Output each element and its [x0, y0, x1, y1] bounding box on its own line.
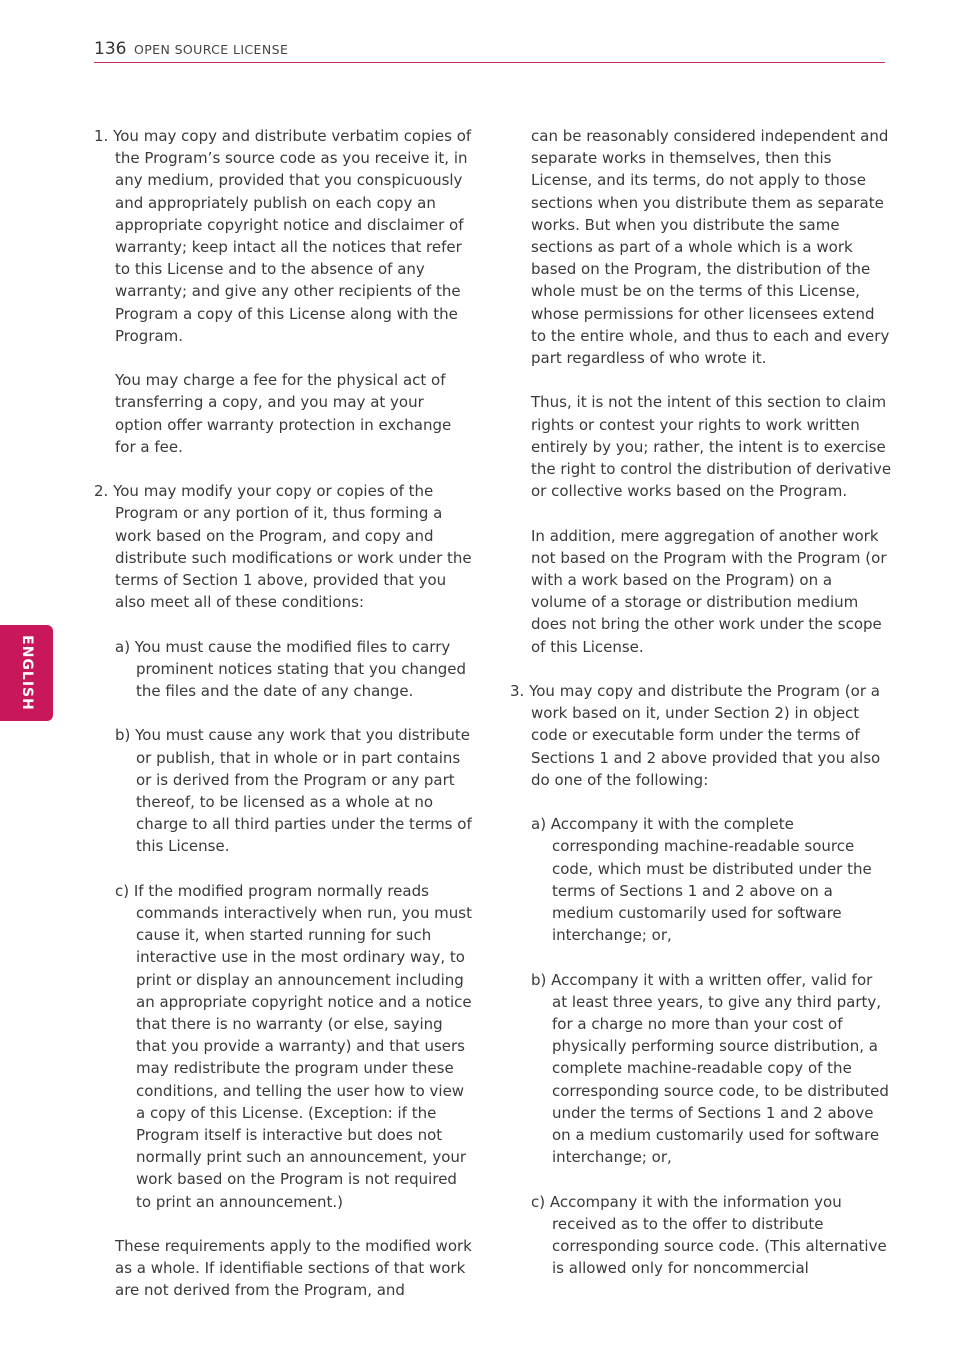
- left-text-column: [94, 125, 472, 1324]
- section-title: OPEN SOURCE LICENSE: [134, 42, 289, 57]
- clause-1: 1. You may copy and distribute verbatim copies of the Program’s source code as you receive it, in any medium, provided that you conspicuously and appropriately publish on each copy an appropriate copyright notice and disclaimer of warranty; keep intact all the notices that refer to this License and to the absence of any warranty; and give any other recipients of the Program a copy of this License along with the Program.: [94, 127, 472, 345]
- clause-1-fee-paragraph: You may charge a fee for the physical act of transferring a copy, and you may at your option offer warranty protection in exchange for a fee.: [115, 371, 452, 456]
- right-text-column: [510, 125, 892, 1302]
- page-header: [94, 38, 885, 63]
- clause-2-requirements-paragraph: These requirements apply to the modified work as a whole. If identifiable sections of that work are not derived from the Program, and: [115, 1237, 472, 1300]
- clause-2-intent-paragraph: Thus, it is not the intent of this section to claim rights or contest your rights to work written entirely by you; rather, the intent is to exercise the right to control the distribution of derivative or collective works based on the Program.: [531, 393, 892, 501]
- language-side-tab: [0, 625, 53, 721]
- clause-2: 2. You may modify your copy or copies of the Program or any portion of it, thus forming a work based on the Program, and copy and distribute such modifications or work under the terms of Section 1 above, provided that you also meet all of these conditions:: [94, 482, 472, 612]
- clause-3c: c) Accompany it with the information you received as to the offer to distribute corresponding source code. (This alternative is allowed only for noncommercial: [531, 1192, 887, 1278]
- clause-3b: b) Accompany it with a written offer, valid for at least three years, to give any third party, for a charge no more than your cost of physically performing source distribution, a complete machine-readable copy of the corresponding source code, to be distributed under the terms of Sections 1 and 2 above on a medium customarily used for software interchange; or,: [531, 970, 889, 1167]
- clause-2a: a) You must cause the modified files to carry prominent notices stating that you changed the files and the date of any change.: [115, 637, 467, 701]
- page-number: 136: [94, 39, 127, 59]
- clause-2c: c) If the modified program normally reads commands interactively when run, you must cause it, when started running for such interactive use in the most ordinary way, to print or display an announcement including an appropriate copyright notice and a notice that there is no warranty (or else, saying that you provide a warranty) and that users may redistribute the program under these conditions, and telling the user how to view a copy of this License. (Exception: if the Program itself is interactive but does not normally print such an announcement, your work based on the Program is not required to print an announcement.): [115, 881, 472, 1211]
- language-tab-label: ENGLISH: [19, 635, 35, 711]
- clause-2b: b) You must cause any work that you distribute or publish, that in whole or in part contains or is derived from the Program or any part thereof, to be licensed as a whole at no charge to all third parties under the terms of this License.: [115, 726, 472, 856]
- clause-2-continuation: can be reasonably considered independent and separate works in themselves, then this License, and its terms, do not apply to those sections when you distribute them as separate works. But when you distribute the same sections as part of a whole which is a work based on the Program, the distribution of the whole must be on the terms of this License, whose permissions for other licensees extend to the entire whole, and thus to each and every part regardless of who wrote it.: [531, 127, 890, 368]
- clause-3: 3. You may copy and distribute the Program (or a work based on it, under Section 2) in object code or executable form under the terms of Sections 1 and 2 above provided that you also do one of the following:: [510, 682, 881, 789]
- clause-3a: a) Accompany it with the complete corresponding machine-readable source code, which must be distributed under the terms of Sections 1 and 2 above on a medium customarily used for software interchange; or,: [531, 815, 872, 945]
- clause-2-aggregation-paragraph: In addition, mere aggregation of another work not based on the Program with the Program (or with a work based on the Program) on a volume of a storage or distribution medium does not bring the other work under the scope of this License.: [531, 526, 887, 656]
